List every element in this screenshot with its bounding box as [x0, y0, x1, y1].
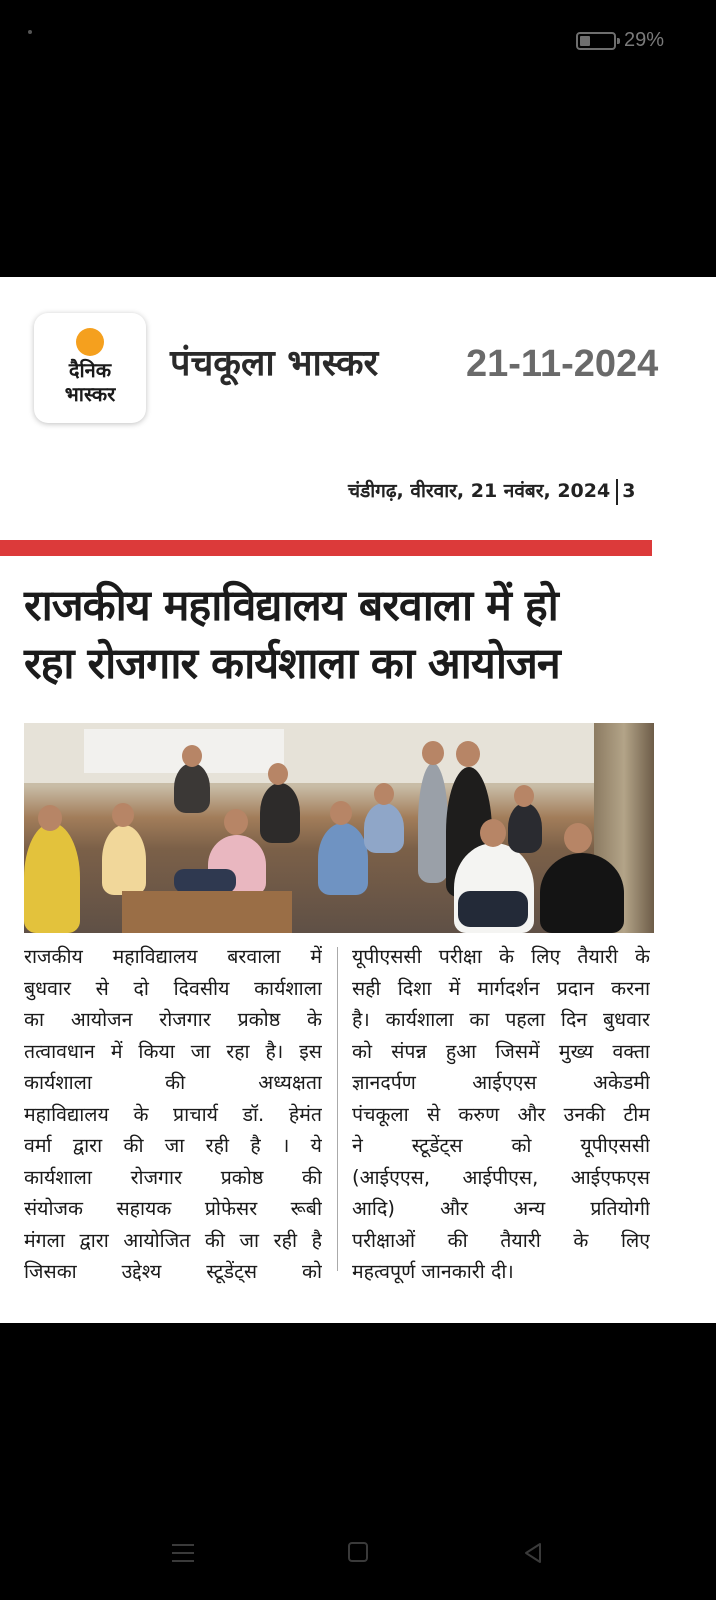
article-line: ने स्टूडेंट्स को यूपीएससी — [352, 1134, 650, 1157]
photo-person-head — [480, 819, 506, 847]
article-column-right — [352, 941, 650, 1288]
photo-person-head — [224, 809, 248, 835]
edition-title: पंचकूला भास्कर — [170, 343, 379, 384]
article-line: कार्यशाला रोजगार प्रकोष्ठ की — [24, 1165, 322, 1189]
article-line: वर्मा द्वारा की जा रही है । ये — [24, 1134, 322, 1157]
photo-desk — [122, 891, 292, 933]
article-line: महत्वपूर्ण जानकारी दी। — [352, 1260, 514, 1283]
article-column-left — [24, 941, 322, 1288]
photo-person-head — [268, 763, 288, 785]
photo-person — [458, 891, 528, 927]
news-photo — [24, 723, 654, 933]
menu-icon[interactable] — [172, 1544, 194, 1562]
photo-person — [102, 825, 146, 895]
battery-percent: 29% — [624, 29, 665, 51]
photo-person — [24, 823, 80, 933]
headline — [24, 577, 654, 693]
home-square-icon[interactable] — [348, 1542, 368, 1562]
article-line: महाविद्यालय के प्राचार्य डॉ. हेमंत — [24, 1102, 322, 1126]
article-line: परीक्षाओं की तैयारी के लिए — [352, 1228, 650, 1252]
photo-person-head — [422, 741, 444, 765]
article-line: यूपीएससी परीक्षा के लिए तैयारी के — [352, 945, 650, 968]
sun-icon — [76, 328, 104, 356]
photo-person-head — [112, 803, 134, 827]
article-line: को संपन्न हुआ जिसमें मुख्य वक्ता — [352, 1039, 650, 1063]
photo-person-head — [514, 785, 534, 807]
photo-person-head — [456, 741, 480, 767]
photo-person — [174, 763, 210, 813]
article-line: कार्यशाला की अध्यक्षता — [24, 1071, 322, 1094]
dateline-separator — [616, 479, 618, 505]
battery-icon — [576, 32, 616, 50]
photo-person-head — [182, 745, 202, 767]
photo-person — [418, 763, 448, 883]
status-bar — [0, 0, 716, 80]
photo-person — [174, 869, 236, 893]
article-line: बुधवार से दो दिवसीय कार्यशाला — [24, 976, 322, 1000]
article-line: संयोजक सहायक प्रोफेसर रूबी — [24, 1197, 322, 1220]
photo-person-head — [564, 823, 592, 853]
article-line: पंचकूला से करुण और उनकी टीम — [352, 1102, 650, 1126]
notification-dot-icon — [28, 30, 32, 34]
article-line: तत्वावधान में किया जा रहा है। इस — [24, 1039, 322, 1063]
logo-text-line2: भास्कर — [64, 382, 116, 406]
article-line: आदि) और अन्य प्रतियोगी — [352, 1197, 650, 1220]
photo-person — [540, 853, 624, 933]
page-number: 3 — [622, 480, 636, 502]
photo-person-head — [38, 805, 62, 831]
edition-date: 21-11-2024 — [466, 343, 659, 385]
headline-line: राजकीय महाविद्यालय बरवाला में हो — [24, 581, 558, 631]
photo-person — [508, 803, 542, 853]
article-line: ज्ञानदर्पण आईएएस अकेडमी — [352, 1071, 650, 1094]
photo-person — [260, 783, 300, 843]
photo-person — [364, 803, 404, 853]
photo-person-head — [330, 801, 352, 825]
dateline — [348, 477, 635, 505]
article-line: सही दिशा में मार्गदर्शन प्रदान करना — [352, 976, 650, 1000]
dainik-bhaskar-logo — [34, 313, 146, 423]
photo-person — [318, 823, 368, 895]
column-divider — [337, 947, 338, 1271]
article-line: मंगला द्वारा आयोजित की जा रही है — [24, 1228, 322, 1252]
article-line: राजकीय महाविद्यालय बरवाला में — [24, 945, 322, 968]
navigation-bar — [0, 1500, 716, 1600]
article-line: (आईएएस, आईपीएस, आईएफएस — [352, 1165, 650, 1189]
photo-person-head — [374, 783, 394, 805]
back-triangle-icon[interactable] — [522, 1542, 544, 1564]
dateline-text: चंडीगढ़, वीरवार, 21 नवंबर, 2024 — [348, 480, 611, 502]
logo-text-line1: दैनिक — [68, 358, 112, 382]
red-divider — [0, 540, 652, 556]
article-line: है। कार्यशाला का पहला दिन बुधवार — [352, 1008, 650, 1031]
article-line: का आयोजन रोजगार प्रकोष्ठ के — [24, 1008, 322, 1031]
headline-line: रहा रोजगार कार्यशाला का आयोजन — [24, 639, 560, 689]
newspaper-clipping-image[interactable] — [0, 277, 716, 1323]
article-line: जिसका उद्देश्य स्टूडेंट्स को — [24, 1260, 322, 1283]
